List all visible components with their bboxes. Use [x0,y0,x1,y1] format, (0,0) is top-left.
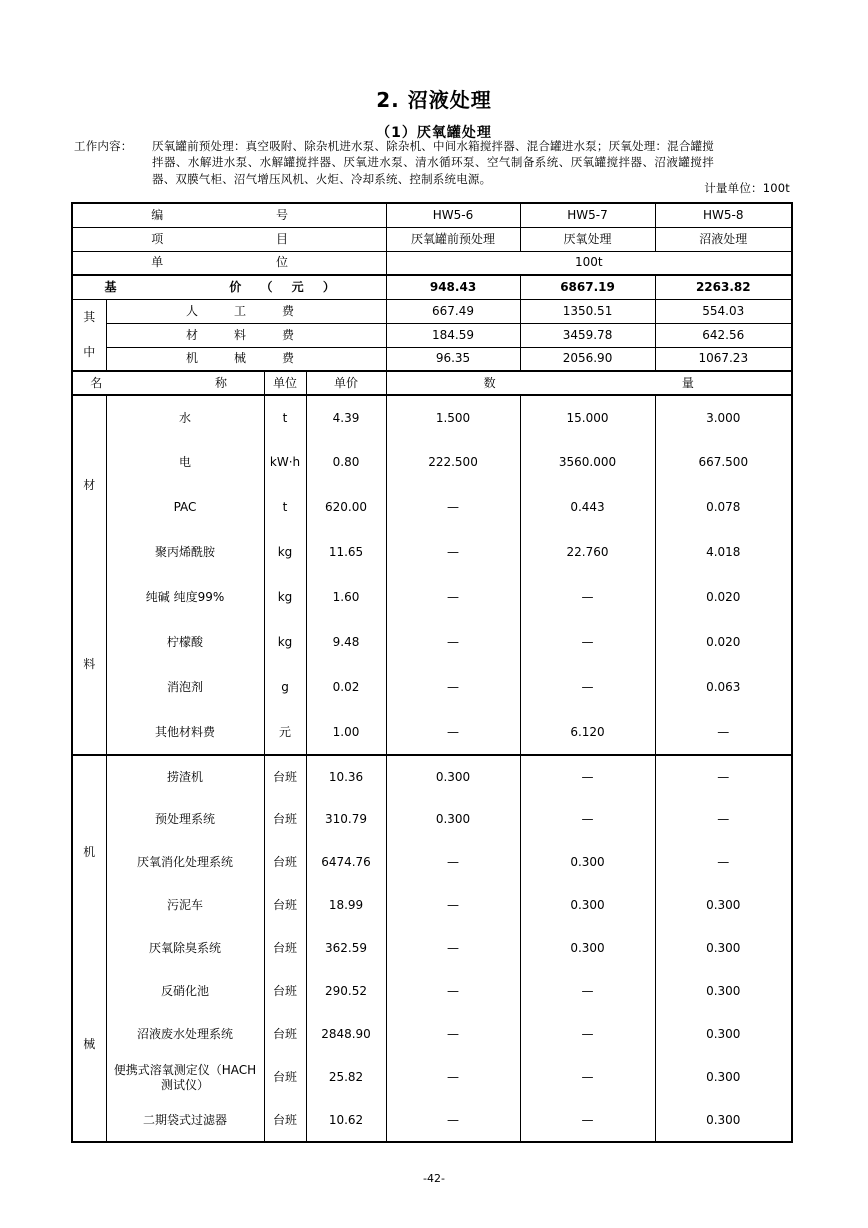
item-unit: t [264,395,306,440]
table-row [72,1099,792,1142]
item-quantity-3: 0.300 [655,1056,792,1099]
table-row [72,620,792,665]
section-side-label-char-2: 料 [83,656,96,671]
header-quantity [386,371,792,395]
item-name: 水 [106,395,264,440]
label-code: 编 号 [72,203,386,227]
item-unit-price: 18.99 [306,884,386,927]
item-unit: g [264,665,306,710]
item-quantity-3: 0.063 [655,665,792,710]
item-unit-price: 620.00 [306,485,386,530]
item-quantity-2: 0.300 [520,927,655,970]
table-row [72,530,792,575]
item-quantity-1: — [386,710,520,755]
item-quantity-3: 0.300 [655,1099,792,1142]
item-unit-price: 6474.76 [306,841,386,884]
item-unit-price: 2848.90 [306,1013,386,1056]
item-name: 柠檬酸 [106,620,264,665]
item-unit-price: 10.62 [306,1099,386,1142]
code-hw5-8: HW5-8 [655,203,792,227]
header-unit: 单位 [264,371,306,395]
base-price-3: 2263.82 [655,275,792,299]
item-quantity-2: 0.300 [520,884,655,927]
quota-table [71,202,793,1143]
item-quantity-1: 1.500 [386,395,520,440]
item-quantity-1: — [386,575,520,620]
section-side-label-char-1: 材 [83,477,96,492]
item-quantity-1: — [386,530,520,575]
item-quantity-3: 667.500 [655,440,792,485]
table-row-labor-cost [72,299,792,323]
item-unit: 台班 [264,841,306,884]
item-quantity-3: — [655,798,792,841]
item-unit-price: 11.65 [306,530,386,575]
item-quantity-3: 0.300 [655,1013,792,1056]
item-name: 厌氧除臭系统 [106,927,264,970]
item-unit: 台班 [264,1056,306,1099]
item-name: 纯碱 纯度99% [106,575,264,620]
item-quantity-2: — [520,755,655,798]
item-unit-price: 25.82 [306,1056,386,1099]
item-name: 反硝化池 [106,970,264,1013]
labor-cost-3: 554.03 [655,299,792,323]
item-name: 沼液废水处理系统 [106,1013,264,1056]
item-unit: kg [264,575,306,620]
item-quantity-2: — [520,620,655,665]
item-quantity-1: — [386,1099,520,1142]
header-quantity-char-2: 量 [681,375,694,390]
label-unit: 单 位 [72,251,386,275]
item-unit: 台班 [264,798,306,841]
table-row [72,440,792,485]
item-quantity-2: 22.760 [520,530,655,575]
item-unit: t [264,485,306,530]
item-quantity-1: — [386,1013,520,1056]
item-quantity-3: — [655,755,792,798]
item-unit-price: 4.39 [306,395,386,440]
item-name-2: 厌氧处理 [520,227,655,251]
item-quantity-1: 0.300 [386,755,520,798]
item-name-1: 厌氧罐前预处理 [386,227,520,251]
work-content-block [74,138,714,187]
table-row-base-price [72,275,792,299]
item-name: 二期袋式过滤器 [106,1099,264,1142]
work-content-label: 工作内容： [74,139,133,153]
label-labor-cost: 人 工 费 [106,299,386,323]
item-quantity-3: — [655,710,792,755]
unit-value: 100t [386,251,792,275]
item-unit: kg [264,530,306,575]
item-name: 便携式溶氧测定仪（HACH测试仪） [106,1056,264,1099]
table-row-column-headers [72,371,792,395]
table-row [72,1056,792,1099]
item-quantity-2: 15.000 [520,395,655,440]
item-unit: 台班 [264,884,306,927]
header-name: 名 称 [72,371,264,395]
item-unit: 台班 [264,1013,306,1056]
item-unit: 台班 [264,970,306,1013]
work-content-text: 厌氧罐前预处理：真空吸附、除杂机进水泵、除杂机、中间水箱搅拌器、混合罐进水泵；厌氧处理：混合罐搅拌器、水解进水泵、水解罐搅拌器、厌氧进水泵、清水循环泵、空气制备系统、厌氧罐搅拌器、沼液罐搅拌器、双膜气柜、沼气增压风机、火炬、冷却系统、控制系统电源。 [152,139,714,186]
label-among-which [72,299,106,371]
table-row [72,927,792,970]
item-quantity-3: 4.018 [655,530,792,575]
item-quantity-2: — [520,798,655,841]
item-quantity-2: — [520,1056,655,1099]
item-quantity-3: 0.020 [655,620,792,665]
section-side-label-char-1: 机 [83,844,96,859]
item-quantity-1: — [386,884,520,927]
table-row-machine-cost [72,347,792,371]
item-quantity-1: — [386,665,520,710]
item-quantity-3: 0.300 [655,884,792,927]
item-unit: kW·h [264,440,306,485]
item-quantity-2: — [520,1099,655,1142]
item-unit-price: 1.60 [306,575,386,620]
item-unit: 台班 [264,755,306,798]
table-row [72,884,792,927]
table-row [72,755,792,798]
machine-cost-1: 96.35 [386,347,520,371]
section-side-label-char-2: 械 [83,1037,96,1052]
table-row [72,1013,792,1056]
table-row [72,485,792,530]
item-name-3: 沼液处理 [655,227,792,251]
item-quantity-2: 6.120 [520,710,655,755]
item-unit-price: 290.52 [306,970,386,1013]
item-unit: 元 [264,710,306,755]
machine-cost-2: 2056.90 [520,347,655,371]
table-row [72,395,792,440]
header-quantity-char-1: 数 [483,375,496,390]
item-name: 聚丙烯酰胺 [106,530,264,575]
code-hw5-6: HW5-6 [386,203,520,227]
machine-cost-3: 1067.23 [655,347,792,371]
item-name: 其他材料费 [106,710,264,755]
item-unit: kg [264,620,306,665]
item-unit: 台班 [264,927,306,970]
table-row [72,798,792,841]
among-which-char-2: 中 [83,344,96,359]
item-quantity-1: 0.300 [386,798,520,841]
section-side-label [72,395,106,755]
table-row-code [72,203,792,227]
item-quantity-3: 0.300 [655,970,792,1013]
base-price-2: 6867.19 [520,275,655,299]
item-quantity-1: — [386,1056,520,1099]
page-number: -42- [423,1172,445,1185]
base-price-1: 948.43 [386,275,520,299]
item-name: 污泥车 [106,884,264,927]
table-row [72,710,792,755]
item-quantity-3: 3.000 [655,395,792,440]
material-cost-1: 184.59 [386,323,520,347]
item-quantity-2: 0.443 [520,485,655,530]
item-quantity-2: — [520,575,655,620]
item-unit-price: 9.48 [306,620,386,665]
material-cost-3: 642.56 [655,323,792,347]
item-quantity-2: — [520,665,655,710]
measurement-unit-note: 计量单位：100t [704,181,790,195]
among-which-char-1: 其 [83,309,96,324]
item-quantity-1: — [386,485,520,530]
page-title: 2. 沼液处理 [376,88,492,112]
item-name: PAC [106,485,264,530]
item-quantity-2: — [520,1013,655,1056]
item-quantity-2: 3560.000 [520,440,655,485]
item-name: 预处理系统 [106,798,264,841]
table-row-item [72,227,792,251]
table-row [72,841,792,884]
item-quantity-1: 222.500 [386,440,520,485]
material-cost-2: 3459.78 [520,323,655,347]
item-quantity-2: — [520,970,655,1013]
item-unit: 台班 [264,1099,306,1142]
section-side-label [72,755,106,1142]
item-unit-price: 362.59 [306,927,386,970]
item-quantity-1: — [386,927,520,970]
labor-cost-1: 667.49 [386,299,520,323]
label-machine-cost: 机 械 费 [106,347,386,371]
item-unit-price: 310.79 [306,798,386,841]
item-quantity-1: — [386,841,520,884]
item-name: 厌氧消化处理系统 [106,841,264,884]
page-subtitle: （1）厌氧罐处理 [376,125,492,141]
table-row [72,665,792,710]
item-unit-price: 10.36 [306,755,386,798]
item-unit-price: 1.00 [306,710,386,755]
item-quantity-1: — [386,970,520,1013]
item-name: 电 [106,440,264,485]
code-hw5-7: HW5-7 [520,203,655,227]
item-quantity-3: 0.078 [655,485,792,530]
item-quantity-3: 0.300 [655,927,792,970]
item-quantity-3: 0.020 [655,575,792,620]
quota-table-wrapper [71,202,791,1143]
item-quantity-1: — [386,620,520,665]
item-name: 捞渣机 [106,755,264,798]
item-name: 消泡剂 [106,665,264,710]
label-item: 项 目 [72,227,386,251]
item-unit-price: 0.80 [306,440,386,485]
item-quantity-3: — [655,841,792,884]
label-material-cost: 材 料 费 [106,323,386,347]
labor-cost-2: 1350.51 [520,299,655,323]
table-row-unit [72,251,792,275]
table-row [72,970,792,1013]
table-row [72,575,792,620]
header-unit-price: 单价 [306,371,386,395]
item-quantity-2: 0.300 [520,841,655,884]
table-row-material-cost [72,323,792,347]
label-base-price: 基 价（元） [72,275,386,299]
item-unit-price: 0.02 [306,665,386,710]
